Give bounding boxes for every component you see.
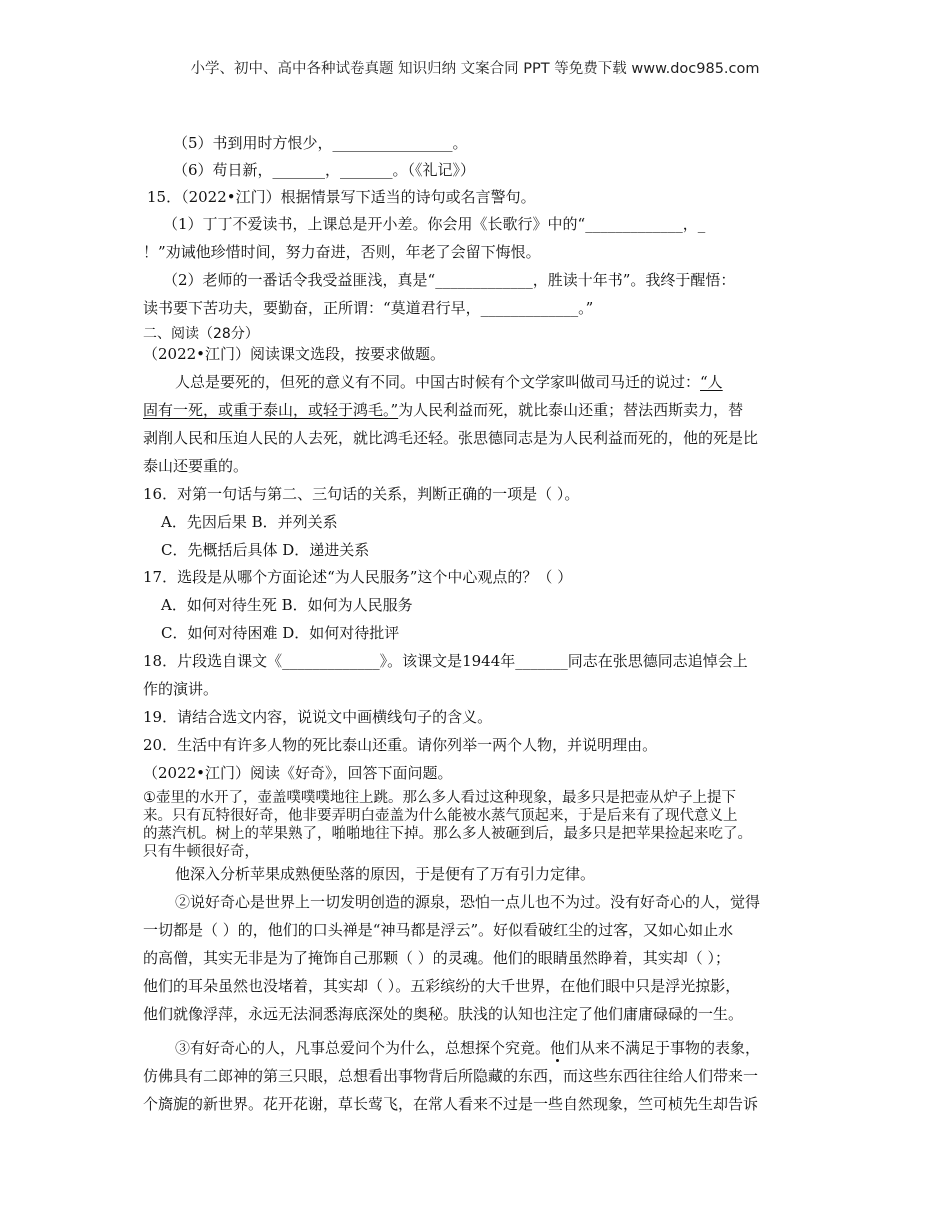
question-15-part-1-line-1: （1）丁丁不爱读书，上课总是开小差。你会用《长歌行》中的“_____________，_ [163, 215, 706, 233]
passage-1-line-2-text: 为人民利益而死，就比泰山还重；替法西斯卖力，替 [398, 401, 744, 419]
paragraph-2-line-1: ②说好奇心是世界上一切发明创造的源泉，恐怕一点儿也不为过。没有好奇心的人，觉得 [175, 893, 761, 911]
question-17-options-ab: A．如何对待生死 B．如何为人民服务 [161, 596, 413, 614]
question-16: 16．对第一句话与第二、三句话的关系，判断正确的一项是（ ）。 [143, 485, 580, 503]
page-header: 小学、初中、高中各种试卷真题 知识归纳 文案合同 PPT 等免费下载 www.doc985.com [190, 61, 760, 77]
question-18-line-1: 18．片段选自课文《_____________》。该课文是1944年_______同志在张思德同志追悼会上 [143, 652, 748, 670]
underlined-sentence-start: “人 [700, 373, 723, 391]
paragraph-3-line-1 [175, 1038, 760, 1058]
paragraph-2-line-3: 的高僧，其实无非是为了掩饰自己那颗（ ）的灵魂。他们的眼睛虽然睁着，其实却（ ）； [143, 949, 731, 967]
question-15-part-2-line-1: （2）老师的一番话令我受益匪浅，真是“_____________，胜读十年书”。我终于醒悟： [163, 271, 736, 289]
paragraph-1-line-5: 他深入分析苹果成熟便坠落的原因，于是便有了万有引力定律。 [175, 865, 596, 883]
question-14-item-6: （6）苟日新，_______，_______。（《礼记》） [173, 161, 476, 179]
passage-1-line-4: 泰山还要重的。 [143, 457, 249, 475]
question-17: 17．选段是从哪个方面论述“为人民服务”这个中心观点的？（ ） [143, 568, 573, 586]
paragraph-3-line-1-rest: 们从来不满足于事物的表象， [565, 1039, 761, 1057]
reading-1-intro: （2022•江门）阅读课文选段，按要求做题。 [143, 345, 446, 363]
question-15-part-2-line-2: 读书要下苦功夫，要勤奋，正所谓：“莫道君行早，_____________。” [143, 299, 594, 317]
paragraph-1-line-4: 只有牛顿很好奇， [143, 844, 259, 860]
question-18-line-2: 作的演讲。 [143, 680, 219, 698]
question-15: 15．（2022•江门）根据情景写下适当的诗句或名言警句。 [147, 188, 536, 206]
passage-1-line-3: 剥削人民和压迫人民的人去死，就比鸿毛还轻。张思德同志是为人民利益而死的，他的死是比 [143, 429, 759, 447]
question-17-options-cd: C．如何对待困难 D．如何对待批评 [161, 624, 400, 642]
paragraph-3-line-1-text: ③有好奇心的人，凡事总爱问个为什么，总想探个究竟。 [175, 1039, 551, 1057]
paragraph-1-line-3: 的蒸汽机。树上的苹果熟了，啪啪地往下掉。那么多人被砸到后，最多只是把苹果捡起来吃了。 [143, 826, 752, 842]
emphasis-dot-char: 他 [550, 1039, 566, 1057]
paragraph-2-line-4: 他们的耳朵虽然也没堵着，其实却（ ）。五彩缤纷的大千世界，在他们眼中只是浮光掠影， [143, 977, 741, 995]
passage-1-line-1-text: 人总是要死的，但死的意义有不同。中国古时候有个文学家叫做司马迁的说过： [175, 373, 701, 391]
paragraph-1-line-1: ①壶里的水开了，壶盖噗噗噗地往上跳。那么多人看过这种现象，最多只是把壶从炉子上提下 [143, 790, 736, 806]
paragraph-2-line-5: 他们就像浮萍，永远无法洞悉海底深处的奥秘。肤浅的认知也注定了他们庸庸碌碌的一生。 [143, 1005, 744, 1023]
paragraph-2-line-2: 一切都是（ ）的，他们的口头禅是“神马都是浮云”。好似看破红尘的过客，又如心如止水 [143, 921, 734, 939]
paragraph-3-line-3: 个旖旎的新世界。花开花谢，草长莺飞，在常人看来不过是一些自然现象，竺可桢先生却告诉 [143, 1095, 759, 1113]
question-14-item-5: （5）书到用时方恨少，________________。 [173, 134, 468, 152]
underlined-sentence-end: 固有一死，或重于泰山，或轻于鸿毛。” [143, 401, 399, 419]
passage-1-line-2 [143, 400, 743, 420]
section-heading-reading: 二、阅读（28分） [143, 326, 259, 342]
paragraph-1-line-2: 来。只有瓦特很好奇，他非要弄明白壶盖为什么能被水蒸气顶起来，于是后来有了现代意义上 [143, 808, 738, 824]
paragraph-3-line-2: 仿佛具有二郎神的第三只眼，总想看出事物背后所隐藏的东西，而这些东西往往给人们带来一 [143, 1067, 759, 1085]
question-19: 19．请结合选文内容，说说文中画横线句子的含义。 [143, 708, 493, 726]
passage-1-line-1 [175, 372, 723, 392]
question-20: 20．生活中有许多人物的死比泰山还重。请你列举一两个人物，并说明理由。 [143, 736, 658, 754]
question-16-options-ab: A．先因后果 B．并列关系 [161, 513, 338, 531]
question-15-part-1-line-2: ！”劝诫他珍惜时间，努力奋进，否则，年老了会留下悔恨。 [143, 243, 541, 261]
question-16-options-cd: C．先概括后具体 D．递进关系 [161, 541, 370, 559]
reading-2-intro: （2022•江门）阅读《好奇》，回答下面问题。 [143, 764, 453, 782]
